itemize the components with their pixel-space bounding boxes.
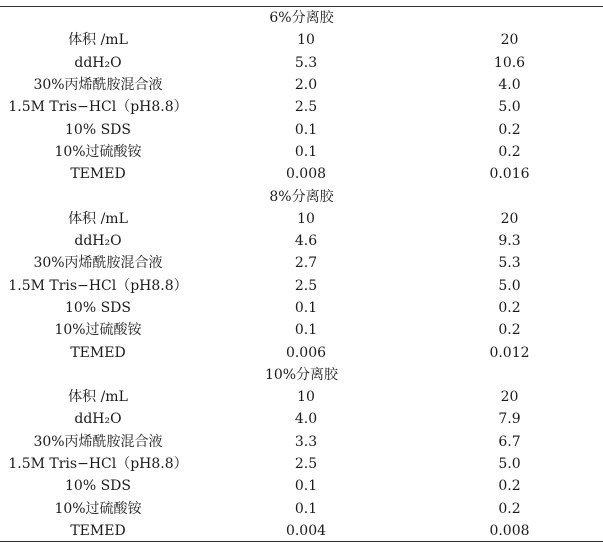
value-20ml: 20 — [500, 32, 519, 49]
row-label: 10% SDS — [65, 478, 131, 495]
value-10ml: 4.6 — [294, 233, 318, 250]
table-row — [0, 297, 603, 319]
table-row — [0, 275, 603, 297]
table-bottom-rule — [0, 541, 603, 542]
value-10ml: 3.3 — [294, 433, 318, 450]
value-20ml: 0.016 — [489, 166, 530, 183]
row-label: TEMED — [70, 344, 126, 361]
table-row — [0, 230, 603, 252]
value-20ml: 0.008 — [489, 522, 530, 539]
table-row — [0, 475, 603, 497]
table-row — [0, 52, 603, 74]
value-10ml: 10 — [297, 389, 315, 406]
value-10ml: 0.1 — [294, 500, 318, 517]
section-header-row — [0, 185, 603, 207]
table-row — [0, 341, 603, 363]
table-row — [0, 453, 603, 475]
value-10ml: 2.7 — [294, 255, 318, 272]
row-label: 10%过硫酸铵 — [54, 500, 142, 517]
value-10ml: 2.0 — [294, 77, 318, 94]
value-10ml: 0.1 — [294, 322, 318, 339]
value-10ml: 4.0 — [294, 411, 318, 428]
table-row — [0, 408, 603, 430]
row-label: 1.5M Tris−HCl（pH8.8） — [8, 456, 188, 473]
table-row — [0, 118, 603, 140]
value-20ml: 0.2 — [498, 500, 521, 517]
value-20ml: 6.7 — [498, 433, 521, 450]
row-label: 体积 /mL — [68, 389, 128, 406]
row-label: TEMED — [70, 166, 126, 183]
value-10ml: 2.5 — [294, 277, 318, 294]
row-label: 体积 /mL — [68, 32, 128, 49]
row-label: 10% SDS — [65, 300, 131, 316]
section-header-row — [0, 7, 603, 29]
row-label: 1.5M Tris−HCl（pH8.8） — [8, 277, 188, 294]
value-20ml: 0.2 — [498, 322, 521, 339]
value-10ml: 10 — [297, 210, 315, 227]
value-20ml: 0.012 — [489, 344, 530, 361]
value-10ml: 0.1 — [294, 300, 318, 316]
value-20ml: 0.2 — [498, 143, 521, 160]
value-20ml: 7.9 — [498, 411, 521, 428]
value-10ml: 0.006 — [285, 344, 327, 361]
table-row — [0, 96, 603, 118]
value-20ml: 5.0 — [498, 99, 521, 116]
value-20ml: 9.3 — [498, 233, 521, 250]
value-10ml: 0.008 — [285, 166, 327, 183]
row-label: ddH₂O — [74, 54, 122, 71]
table-row — [0, 498, 603, 520]
section-title: 10%分离胶 — [264, 366, 339, 383]
value-20ml: 0.2 — [498, 478, 521, 495]
gel-recipe-table — [0, 7, 603, 542]
table-row — [0, 208, 603, 230]
row-label: 30%丙烯酰胺混合液 — [33, 433, 163, 450]
table-row — [0, 163, 603, 185]
value-20ml: 20 — [500, 389, 519, 406]
row-label: TEMED — [70, 522, 126, 539]
value-10ml: 5.3 — [294, 54, 318, 71]
section-title: 8%分离胶 — [269, 188, 334, 205]
row-label: 1.5M Tris−HCl（pH8.8） — [8, 99, 188, 116]
value-10ml: 0.1 — [294, 478, 318, 495]
table-row — [0, 319, 603, 341]
value-20ml: 5.0 — [498, 277, 521, 294]
value-10ml: 0.1 — [294, 121, 318, 138]
value-20ml: 10.6 — [493, 54, 526, 71]
table-row — [0, 29, 603, 51]
value-10ml: 0.004 — [285, 522, 327, 539]
value-20ml: 0.2 — [498, 121, 521, 138]
value-20ml: 4.0 — [498, 77, 521, 94]
value-10ml: 2.5 — [294, 456, 318, 473]
row-label: ddH₂O — [74, 411, 122, 428]
row-label: 30%丙烯酰胺混合液 — [33, 255, 163, 272]
value-10ml: 2.5 — [294, 99, 318, 116]
row-label: 体积 /mL — [68, 210, 128, 227]
table-row — [0, 141, 603, 163]
row-label: 30%丙烯酰胺混合液 — [33, 77, 163, 94]
value-20ml: 0.2 — [498, 300, 521, 316]
table-row — [0, 74, 603, 96]
row-label: 10%过硫酸铵 — [54, 322, 142, 339]
table-row — [0, 431, 603, 453]
section-header-row — [0, 364, 603, 386]
section-title: 6%分离胶 — [269, 10, 334, 27]
value-20ml: 20 — [500, 210, 519, 227]
value-20ml: 5.3 — [498, 255, 521, 272]
row-label: ddH₂O — [74, 233, 122, 250]
value-20ml: 5.0 — [498, 456, 521, 473]
table-row — [0, 252, 603, 274]
table-row — [0, 386, 603, 408]
row-label: 10%过硫酸铵 — [54, 143, 142, 160]
row-label: 10% SDS — [65, 121, 131, 138]
value-10ml: 0.1 — [294, 143, 318, 160]
table-row — [0, 520, 603, 542]
value-10ml: 10 — [297, 32, 315, 49]
